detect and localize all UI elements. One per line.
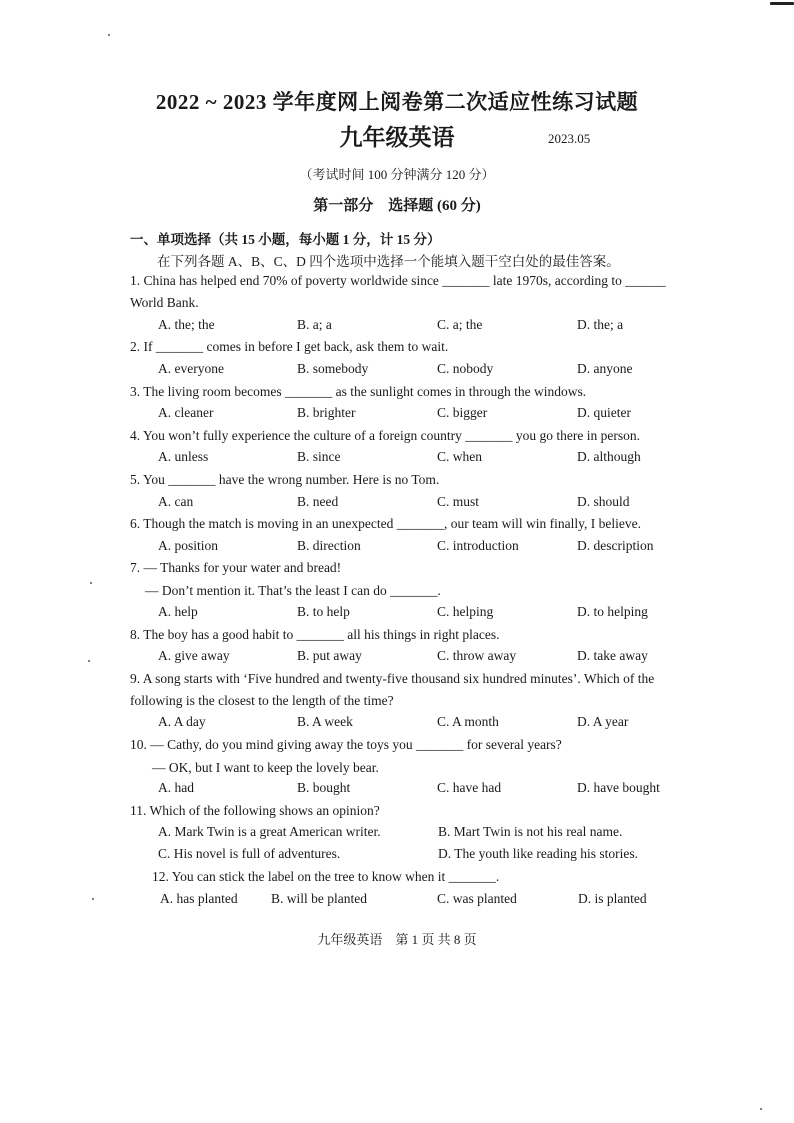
option-7d: D. to helping <box>577 604 648 619</box>
question-10-line2: — OK, but I want to keep the lovely bear. <box>152 760 379 775</box>
option-1c: C. a; the <box>437 317 483 332</box>
question-7: 7. — Thanks for your water and bread! <box>130 560 342 575</box>
question-7-line2: — Don’t mention it. That’s the least I can do _______. <box>145 583 441 598</box>
question-3: 3. The living room becomes _______ as the sunlight comes in through the windows. <box>130 384 587 399</box>
option-12c: C. was planted <box>437 891 517 906</box>
option-12b: B. will be planted <box>271 891 367 906</box>
question-4: 4. You won’t fully experience the culture of a foreign country _______ you go there in person. <box>130 428 641 443</box>
option-2b: B. somebody <box>297 361 369 376</box>
option-2d: D. anyone <box>577 361 633 376</box>
option-6b: B. direction <box>297 538 361 553</box>
option-4d: D. although <box>577 449 641 464</box>
option-12d: D. is planted <box>578 891 647 906</box>
option-4a: A. unless <box>158 449 209 464</box>
scan-mark <box>770 2 794 5</box>
scan-speck <box>90 582 92 584</box>
option-3c: C. bigger <box>437 405 488 420</box>
option-3b: B. brighter <box>297 405 356 420</box>
option-4c: C. when <box>437 449 482 464</box>
option-1a: A. the; the <box>158 317 215 332</box>
option-6d: D. description <box>577 538 654 553</box>
question-6: 6. Though the match is moving in an unexpected _______, our team will win finally, I believe. <box>130 516 642 531</box>
option-10a: A. had <box>158 780 194 795</box>
option-11c: C. His novel is full of adventures. <box>158 846 341 861</box>
exam-info: （考试时间 100 分钟满分 120 分） <box>299 167 495 182</box>
option-6a: A. position <box>158 538 219 553</box>
option-1b: B. a; a <box>297 317 332 332</box>
option-2c: C. nobody <box>437 361 494 376</box>
option-11b: B. Mart Twin is not his real name. <box>438 824 623 839</box>
option-10d: D. have bought <box>577 780 660 795</box>
option-11a: A. Mark Twin is a great American writer. <box>158 824 381 839</box>
exam-title: 2022 ~ 2023 学年度网上阅卷第二次适应性练习试题 <box>155 90 639 114</box>
question-11: 11. Which of the following shows an opinion? <box>130 803 380 818</box>
question-10: 10. — Cathy, do you mind giving away the toys you _______ for several years? <box>130 737 562 752</box>
question-12: 12. You can stick the label on the tree to know when it _______. <box>152 869 500 884</box>
option-5c: C. must <box>437 494 480 509</box>
section-title: 一、单项选择（共 15 小题，每小题 1 分，计 15 分） <box>130 232 441 247</box>
question-2: 2. If _______ comes in before I get back, ask them to wait. <box>130 339 449 354</box>
option-8a: A. give away <box>158 648 230 663</box>
question-8: 8. The boy has a good habit to _______ all his things in right places. <box>130 627 500 642</box>
exam-date: 2023.05 <box>548 131 591 146</box>
option-9c: C. A month <box>437 714 499 729</box>
question-9-line2: following is the closest to the length of the time? <box>130 693 394 708</box>
question-1: 1. China has helped end 70% of poverty worldwide since _______ late 1970s, according to ______ <box>130 273 666 288</box>
option-5d: D. should <box>577 494 630 509</box>
part-title: 第一部分 选择题 (60 分) <box>313 198 481 214</box>
exam-subject: 九年级英语 <box>339 125 455 150</box>
question-5: 5. You _______ have the wrong number. Here is no Tom. <box>130 472 440 487</box>
option-10c: C. have had <box>437 780 502 795</box>
option-5a: A. can <box>158 494 194 509</box>
option-12a: A. has planted <box>160 891 238 906</box>
section-instruction: 在下列各题 A、B、C、D 四个选项中选择一个能填入题干空白处的最佳答案。 <box>157 254 620 269</box>
option-7a: A. help <box>158 604 198 619</box>
question-9: 9. A song starts with ‘Five hundred and twenty-five thousand six hundred minutes’. Which of the <box>130 671 655 686</box>
option-8c: C. throw away <box>437 648 517 663</box>
option-8d: D. take away <box>577 648 648 663</box>
option-1d: D. the; a <box>577 317 624 332</box>
page-footer: 九年级英语 第 1 页 共 8 页 <box>317 932 477 947</box>
option-2a: A. everyone <box>158 361 224 376</box>
option-10b: B. bought <box>297 780 351 795</box>
scan-speck <box>760 1108 762 1110</box>
option-9d: D. A year <box>577 714 629 729</box>
option-3d: D. quieter <box>577 405 631 420</box>
question-1-line2: World Bank. <box>130 295 199 310</box>
option-7b: B. to help <box>297 604 350 619</box>
option-6c: C. introduction <box>437 538 519 553</box>
scan-speck <box>108 34 110 36</box>
option-11d: D. The youth like reading his stories. <box>438 846 638 861</box>
option-8b: B. put away <box>297 648 362 663</box>
option-7c: C. helping <box>437 604 494 619</box>
scan-speck <box>92 898 94 900</box>
option-4b: B. since <box>297 449 341 464</box>
option-9b: B. A week <box>297 714 353 729</box>
scan-speck <box>88 660 90 662</box>
option-9a: A. A day <box>158 714 206 729</box>
option-3a: A. cleaner <box>158 405 214 420</box>
option-5b: B. need <box>297 494 339 509</box>
